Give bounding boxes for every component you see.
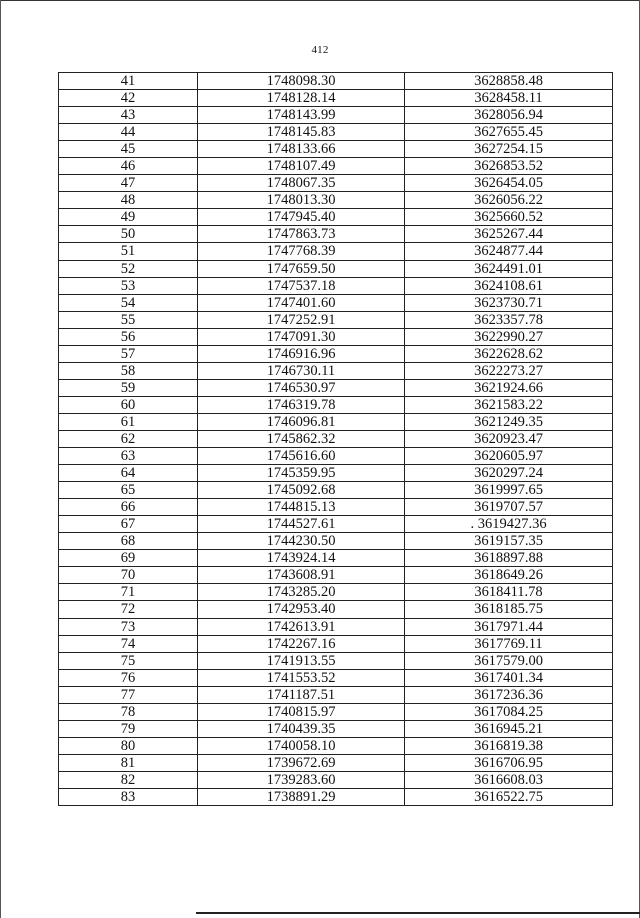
point-number-cell: 74 xyxy=(59,635,198,652)
y-coordinate-cell: 3618649.26 xyxy=(405,567,613,584)
point-number-cell: 58 xyxy=(59,362,198,379)
y-coordinate-cell: 3617769.11 xyxy=(405,635,613,652)
y-coordinate-cell: 3617971.44 xyxy=(405,618,613,635)
point-number-cell: 63 xyxy=(59,448,198,465)
table-row xyxy=(59,584,613,601)
table-row xyxy=(59,601,613,618)
y-coordinate-cell: 3623357.78 xyxy=(405,311,613,328)
x-coordinate-cell: 1748133.66 xyxy=(198,141,405,158)
y-coordinate-cell: 3622628.62 xyxy=(405,345,613,362)
y-coordinate-cell: 3617401.34 xyxy=(405,669,613,686)
x-coordinate-cell: 1748143.99 xyxy=(198,107,405,124)
y-coordinate-cell: 3626853.52 xyxy=(405,158,613,175)
table-row xyxy=(59,788,613,805)
y-coordinate-cell: 3617579.00 xyxy=(405,652,613,669)
y-coordinate-cell: 3616819.38 xyxy=(405,737,613,754)
x-coordinate-cell: 1747091.30 xyxy=(198,328,405,345)
point-number-cell: 61 xyxy=(59,413,198,430)
x-coordinate-cell: 1744527.61 xyxy=(198,516,405,533)
point-number-cell: 66 xyxy=(59,499,198,516)
table-row xyxy=(59,243,613,260)
y-coordinate-cell: 3621249.35 xyxy=(405,413,613,430)
x-coordinate-cell: 1739283.60 xyxy=(198,771,405,788)
table-row xyxy=(59,430,613,447)
table-row xyxy=(59,413,613,430)
table-row xyxy=(59,686,613,703)
table-row xyxy=(59,107,613,124)
point-number-cell: 49 xyxy=(59,209,198,226)
table-row xyxy=(59,482,613,499)
table-row xyxy=(59,635,613,652)
point-number-cell: 41 xyxy=(59,73,198,90)
y-coordinate-cell: 3626056.22 xyxy=(405,192,613,209)
table-row xyxy=(59,703,613,720)
table-row xyxy=(59,396,613,413)
table-row xyxy=(59,345,613,362)
y-coordinate-cell: 3621583.22 xyxy=(405,396,613,413)
x-coordinate-cell: 1742953.40 xyxy=(198,601,405,618)
table-row xyxy=(59,209,613,226)
y-coordinate-cell: 3617084.25 xyxy=(405,703,613,720)
x-coordinate-cell: 1747945.40 xyxy=(198,209,405,226)
x-coordinate-cell: 1744815.13 xyxy=(198,499,405,516)
x-coordinate-cell: 1742613.91 xyxy=(198,618,405,635)
table-row xyxy=(59,294,613,311)
page-number: 412 xyxy=(311,44,329,56)
y-coordinate-cell: 3625660.52 xyxy=(405,209,613,226)
point-number-cell: 81 xyxy=(59,754,198,771)
y-coordinate-cell: 3618897.88 xyxy=(405,550,613,567)
point-number-cell: 46 xyxy=(59,158,198,175)
point-number-cell: 56 xyxy=(59,328,198,345)
point-number-cell: 76 xyxy=(59,669,198,686)
x-coordinate-cell: 1741187.51 xyxy=(198,686,405,703)
y-coordinate-cell: 3616608.03 xyxy=(405,771,613,788)
point-number-cell: 59 xyxy=(59,379,198,396)
table-row xyxy=(59,720,613,737)
point-number-cell: 48 xyxy=(59,192,198,209)
point-number-cell: 71 xyxy=(59,584,198,601)
point-number-cell: 50 xyxy=(59,226,198,243)
point-number-cell: 82 xyxy=(59,771,198,788)
y-coordinate-cell: 3624877.44 xyxy=(405,243,613,260)
x-coordinate-cell: 1746530.97 xyxy=(198,379,405,396)
x-coordinate-cell: 1743608.91 xyxy=(198,567,405,584)
y-coordinate-cell: 3622990.27 xyxy=(405,328,613,345)
x-coordinate-cell: 1742267.16 xyxy=(198,635,405,652)
table-row xyxy=(59,771,613,788)
page-border-left xyxy=(0,0,1,918)
point-number-cell: 54 xyxy=(59,294,198,311)
point-number-cell: 42 xyxy=(59,90,198,107)
point-number-cell: 51 xyxy=(59,243,198,260)
point-number-cell: 64 xyxy=(59,465,198,482)
point-number-cell: 69 xyxy=(59,550,198,567)
y-coordinate-cell: 3619997.65 xyxy=(405,482,613,499)
y-coordinate-cell: 3628458.11 xyxy=(405,90,613,107)
table-row xyxy=(59,550,613,567)
y-coordinate-cell: 3627254.15 xyxy=(405,141,613,158)
point-number-cell: 70 xyxy=(59,567,198,584)
y-coordinate-cell: 3621924.66 xyxy=(405,379,613,396)
point-number-cell: 65 xyxy=(59,482,198,499)
y-coordinate-cell: 3620923.47 xyxy=(405,430,613,447)
y-coordinate-cell: 3619157.35 xyxy=(405,533,613,550)
point-number-cell: 44 xyxy=(59,124,198,141)
y-coordinate-cell: 3619707.57 xyxy=(405,499,613,516)
y-coordinate-cell: 3616706.95 xyxy=(405,754,613,771)
point-number-cell: 62 xyxy=(59,430,198,447)
table-row xyxy=(59,192,613,209)
y-coordinate-cell: 3628858.48 xyxy=(405,73,613,90)
table-row xyxy=(59,448,613,465)
point-number-cell: 73 xyxy=(59,618,198,635)
table-row xyxy=(59,328,613,345)
x-coordinate-cell: 1738891.29 xyxy=(198,788,405,805)
table-row xyxy=(59,499,613,516)
x-coordinate-cell: 1747863.73 xyxy=(198,226,405,243)
point-number-cell: 75 xyxy=(59,652,198,669)
point-number-cell: 79 xyxy=(59,720,198,737)
x-coordinate-cell: 1745359.95 xyxy=(198,465,405,482)
y-coordinate-cell: 3624108.61 xyxy=(405,277,613,294)
y-coordinate-cell: 3627655.45 xyxy=(405,124,613,141)
point-number-cell: 53 xyxy=(59,277,198,294)
y-coordinate-cell: 3617236.36 xyxy=(405,686,613,703)
y-coordinate-cell: 3622273.27 xyxy=(405,362,613,379)
point-number-cell: 47 xyxy=(59,175,198,192)
table-row xyxy=(59,362,613,379)
table-row xyxy=(59,175,613,192)
x-coordinate-cell: 1745862.32 xyxy=(198,430,405,447)
table-row xyxy=(59,754,613,771)
table-row xyxy=(59,226,613,243)
y-coordinate-cell: 3616945.21 xyxy=(405,720,613,737)
table-row xyxy=(59,124,613,141)
table-row xyxy=(59,90,613,107)
x-coordinate-cell: 1747537.18 xyxy=(198,277,405,294)
x-coordinate-cell: 1743924.14 xyxy=(198,550,405,567)
table-row xyxy=(59,73,613,90)
table-row xyxy=(59,533,613,550)
page-border-top xyxy=(0,0,640,1)
x-coordinate-cell: 1745092.68 xyxy=(198,482,405,499)
x-coordinate-cell: 1748013.30 xyxy=(198,192,405,209)
x-coordinate-cell: 1746730.11 xyxy=(198,362,405,379)
table-row xyxy=(59,516,613,533)
table-row xyxy=(59,465,613,482)
point-number-cell: 83 xyxy=(59,788,198,805)
x-coordinate-cell: 1746319.78 xyxy=(198,396,405,413)
x-coordinate-cell: 1744230.50 xyxy=(198,533,405,550)
x-coordinate-cell: 1745616.60 xyxy=(198,448,405,465)
x-coordinate-cell: 1740058.10 xyxy=(198,737,405,754)
y-coordinate-cell: 3616522.75 xyxy=(405,788,613,805)
y-coordinate-cell: 3624491.01 xyxy=(405,260,613,277)
x-coordinate-cell: 1747659.50 xyxy=(198,260,405,277)
x-coordinate-cell: 1748067.35 xyxy=(198,175,405,192)
table-row xyxy=(59,379,613,396)
x-coordinate-cell: 1748098.30 xyxy=(198,73,405,90)
point-number-cell: 80 xyxy=(59,737,198,754)
x-coordinate-cell: 1747768.39 xyxy=(198,243,405,260)
coordinates-table-body xyxy=(59,73,613,806)
table-row xyxy=(59,737,613,754)
x-coordinate-cell: 1746096.81 xyxy=(198,413,405,430)
table-row xyxy=(59,158,613,175)
point-number-cell: 52 xyxy=(59,260,198,277)
x-coordinate-cell: 1741913.55 xyxy=(198,652,405,669)
point-number-cell: 72 xyxy=(59,601,198,618)
x-coordinate-cell: 1740439.35 xyxy=(198,720,405,737)
coordinates-table xyxy=(58,72,613,806)
point-number-cell: 78 xyxy=(59,703,198,720)
point-number-cell: 57 xyxy=(59,345,198,362)
y-coordinate-cell: 3623730.71 xyxy=(405,294,613,311)
y-coordinate-cell: 3620297.24 xyxy=(405,465,613,482)
x-coordinate-cell: 1740815.97 xyxy=(198,703,405,720)
y-coordinate-cell: 3618411.78 xyxy=(405,584,613,601)
point-number-cell: 67 xyxy=(59,516,198,533)
footer-rule xyxy=(196,912,640,914)
x-coordinate-cell: 1748107.49 xyxy=(198,158,405,175)
table-row xyxy=(59,311,613,328)
y-coordinate-cell: . 3619427.36 xyxy=(405,516,613,533)
table-row xyxy=(59,669,613,686)
point-number-cell: 77 xyxy=(59,686,198,703)
y-coordinate-cell: 3620605.97 xyxy=(405,448,613,465)
table-row xyxy=(59,141,613,158)
y-coordinate-cell: 3618185.75 xyxy=(405,601,613,618)
point-number-cell: 43 xyxy=(59,107,198,124)
y-coordinate-cell: 3625267.44 xyxy=(405,226,613,243)
point-number-cell: 55 xyxy=(59,311,198,328)
table-row xyxy=(59,618,613,635)
x-coordinate-cell: 1746916.96 xyxy=(198,345,405,362)
x-coordinate-cell: 1747252.91 xyxy=(198,311,405,328)
table-row xyxy=(59,652,613,669)
table-row xyxy=(59,277,613,294)
point-number-cell: 68 xyxy=(59,533,198,550)
point-number-cell: 60 xyxy=(59,396,198,413)
x-coordinate-cell: 1741553.52 xyxy=(198,669,405,686)
x-coordinate-cell: 1743285.20 xyxy=(198,584,405,601)
x-coordinate-cell: 1747401.60 xyxy=(198,294,405,311)
x-coordinate-cell: 1748145.83 xyxy=(198,124,405,141)
x-coordinate-cell: 1748128.14 xyxy=(198,90,405,107)
table-row xyxy=(59,567,613,584)
table-row xyxy=(59,260,613,277)
y-coordinate-cell: 3628056.94 xyxy=(405,107,613,124)
y-coordinate-cell: 3626454.05 xyxy=(405,175,613,192)
point-number-cell: 45 xyxy=(59,141,198,158)
x-coordinate-cell: 1739672.69 xyxy=(198,754,405,771)
